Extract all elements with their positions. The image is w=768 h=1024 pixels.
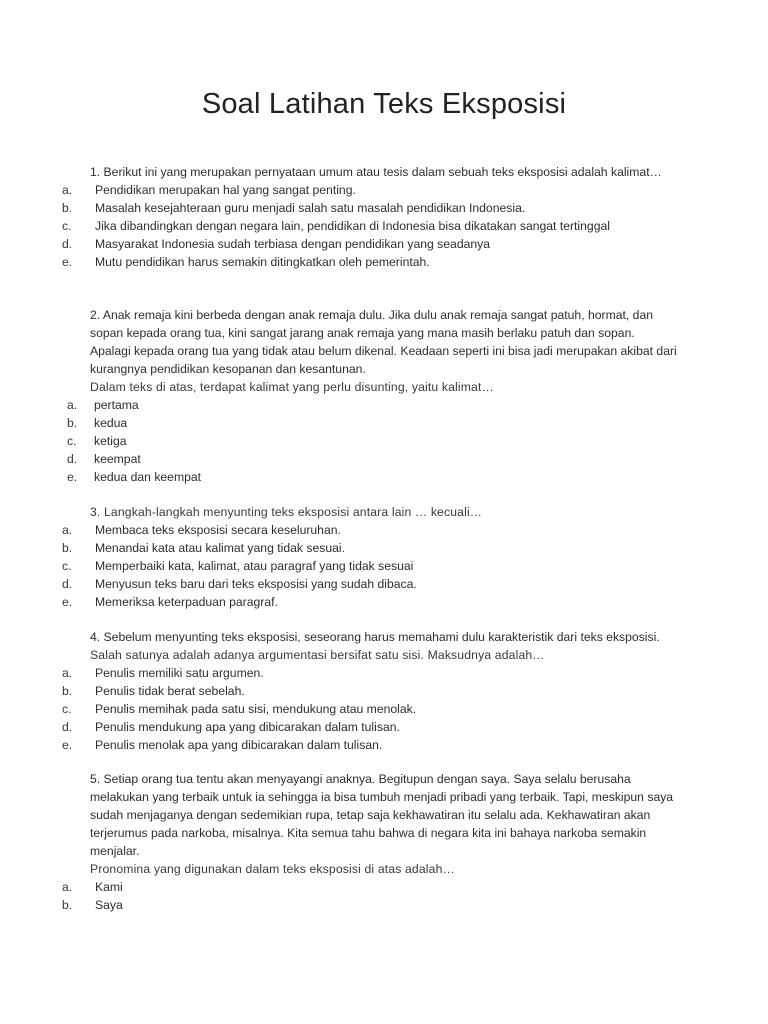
option-letter: d.	[62, 720, 73, 734]
option-text: Penulis menolak apa yang dibicarakan dalam tulisan.	[95, 738, 383, 752]
question-2-prompt: Dalam teks di atas, terdapat kalimat yang perlu disunting, yaitu kalimat…	[90, 380, 494, 394]
question-4-text: 4. Sebelum menyunting teks eksposisi, seseorang harus memahami dulu karakteristik dari teks eksposisi.	[90, 630, 660, 644]
question-2-options	[0, 396, 768, 486]
option-letter: b.	[62, 684, 73, 698]
question-5-prompt: Pronomina yang digunakan dalam teks eksposisi di atas adalah…	[90, 862, 455, 876]
question-1-text: 1. Berikut ini yang merupakan pernyataan umum atau tesis dalam sebuah teks eksposisi adalah kalimat…	[90, 165, 662, 179]
option-letter: e.	[62, 738, 73, 752]
option-3a	[0, 521, 768, 539]
option-letter: b.	[62, 201, 73, 215]
question-4	[0, 628, 768, 754]
option-text: Jika dibandingkan dengan negara lain, pendidikan di Indonesia bisa dikatakan sangat tertinggal	[95, 219, 610, 233]
option-text: ketiga	[94, 434, 127, 448]
option-3e	[0, 593, 768, 611]
option-letter: c.	[62, 219, 72, 233]
option-text: Pendidikan merupakan hal yang sangat penting.	[95, 183, 356, 197]
option-letter: d.	[67, 452, 78, 466]
option-letter: a.	[67, 398, 78, 412]
option-letter: b.	[62, 541, 73, 555]
option-letter: b.	[62, 898, 73, 912]
option-letter: a.	[62, 666, 73, 680]
option-text: Menyusun teks baru dari teks eksposisi yang sudah dibaca.	[95, 577, 417, 591]
question-5	[0, 770, 768, 914]
question-3-prompt: 3. Langkah-langkah menyunting teks eksposisi antara lain … kecuali…	[90, 505, 483, 519]
option-letter: a.	[62, 523, 73, 537]
question-4-options	[0, 664, 768, 754]
document-title: Soal Latihan Teks Eksposisi	[201, 88, 567, 120]
question-1	[0, 163, 768, 271]
option-letter: b.	[67, 416, 78, 430]
option-text: Penulis tidak berat sebelah.	[95, 684, 245, 698]
option-text: Masyarakat Indonesia sudah terbiasa dengan pendidikan yang seadanya	[95, 237, 491, 251]
option-text: Menandai kata atau kalimat yang tidak sesuai.	[95, 541, 345, 555]
option-4a	[0, 664, 768, 682]
option-5b	[0, 896, 768, 914]
option-text: Penulis memiliki satu argumen.	[95, 666, 264, 680]
option-4e	[0, 736, 768, 754]
question-5-options	[0, 878, 768, 914]
option-3b	[0, 539, 768, 557]
option-text: kedua dan keempat	[94, 470, 202, 484]
option-text: Membaca teks eksposisi secara keseluruhan.	[95, 523, 341, 537]
option-letter: e.	[62, 255, 73, 269]
option-1e	[0, 253, 768, 271]
question-4-prompt: Salah satunya adalah adanya argumentasi bersifat satu sisi. Maksudnya adalah…	[90, 648, 545, 662]
option-2a	[0, 396, 768, 414]
option-text: kedua	[94, 416, 128, 430]
option-1d	[0, 235, 768, 253]
question-5-text: 5. Setiap orang tua tentu akan menyayangi anaknya. Begitupun dengan saya. Saya selalu berusaha melakukan yang terbaik untuk ia sehingga ia bisa tumbuh menjadi pribadi yang terbaik. Tapi, meskipun saya sudah menjaganya dengan sedemikian rupa, tetap saja kekhawatiran itu selalu ada. Kekhawatiran akan terjerumus pada narkoba, misalnya. Kita semua tahu bahwa di negara kita ini bahaya narkoba semakin menjalar.	[90, 772, 674, 858]
option-text: keempat	[94, 452, 141, 466]
option-letter: d.	[62, 237, 73, 251]
option-2d	[0, 450, 768, 468]
option-text: Penulis memihak pada satu sisi, mendukung atau menolak.	[95, 702, 417, 716]
option-letter: e.	[62, 595, 73, 609]
option-text: Kami	[95, 880, 123, 894]
option-text: Saya	[95, 898, 123, 912]
option-1b	[0, 199, 768, 217]
option-letter: c.	[62, 702, 72, 716]
option-3d	[0, 575, 768, 593]
option-5a	[0, 878, 768, 896]
option-letter: e.	[67, 470, 78, 484]
question-3	[0, 503, 768, 611]
option-2e	[0, 468, 768, 486]
question-2-text: 2. Anak remaja kini berbeda dengan anak remaja dulu. Jika dulu anak remaja sangat patuh, hormat, dan sopan kepada orang tua, kini sangat jarang anak remaja yang mana masih berlaku patuh dan sopan. Apalagi kepada orang tua yang tidak atau belum dikenal. Keadaan seperti ini bisa jadi merupakan akibat dari kurangnya pendidikan kesopanan dan kesantunan.	[90, 308, 677, 376]
option-2c	[0, 432, 768, 450]
option-text: Mutu pendidikan harus semakin ditingkatkan oleh pemerintah.	[95, 255, 430, 269]
option-text: Memeriksa keterpaduan paragraf.	[95, 595, 278, 609]
option-2b	[0, 414, 768, 432]
option-letter: a.	[62, 183, 73, 197]
option-letter: c.	[67, 434, 77, 448]
option-letter: d.	[62, 577, 73, 591]
question-1-options	[0, 181, 768, 271]
option-4b	[0, 682, 768, 700]
option-text: Masalah kesejahteraan guru menjadi salah satu masalah pendidikan Indonesia.	[95, 201, 526, 215]
option-text: pertama	[94, 398, 139, 412]
question-2	[0, 306, 768, 486]
option-text: Memperbaiki kata, kalimat, atau paragraf yang tidak sesuai	[95, 559, 414, 573]
option-1a	[0, 181, 768, 199]
option-3c	[0, 557, 768, 575]
option-letter: a.	[62, 880, 73, 894]
option-1c	[0, 217, 768, 235]
question-3-options	[0, 521, 768, 611]
option-4c	[0, 700, 768, 718]
option-text: Penulis mendukung apa yang dibicarakan dalam tulisan.	[95, 720, 400, 734]
option-letter: c.	[62, 559, 72, 573]
option-4d	[0, 718, 768, 736]
